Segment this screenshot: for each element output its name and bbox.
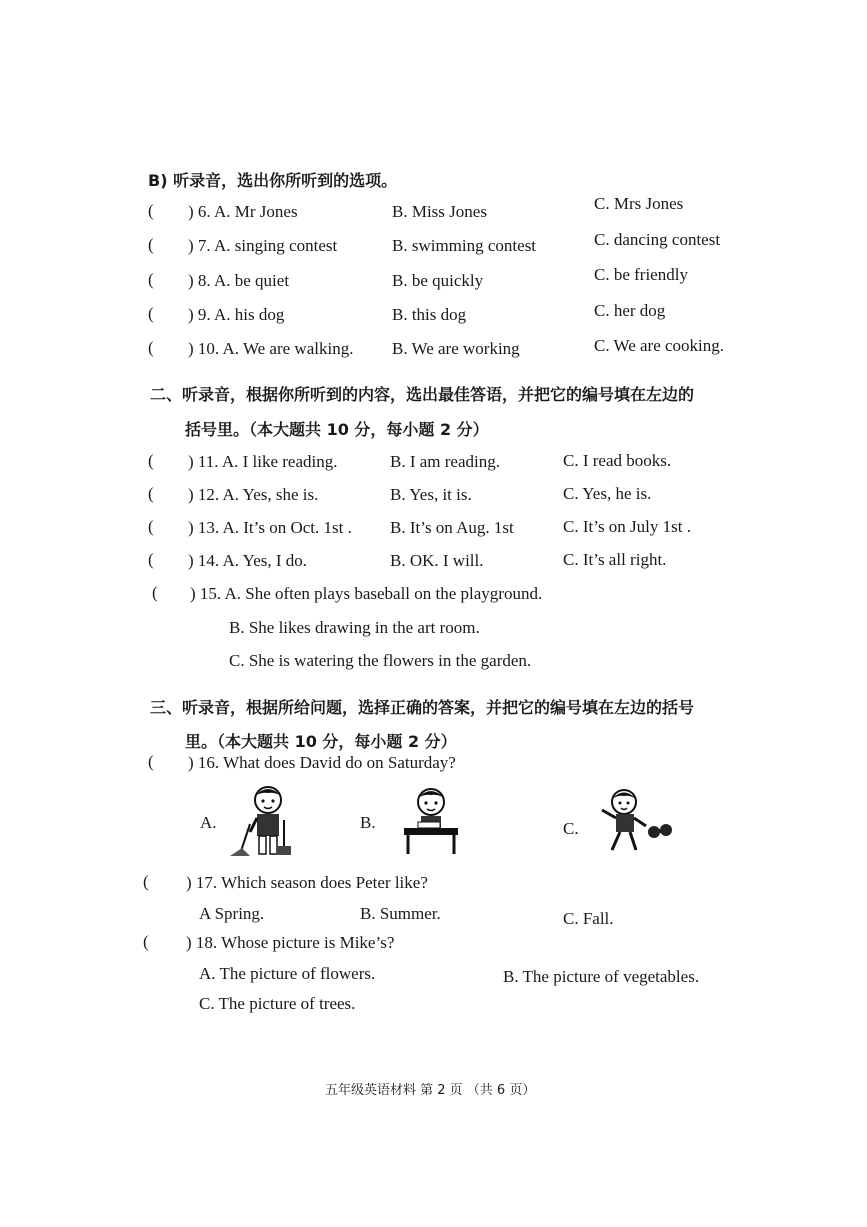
- desk-boy-illustration: [402, 786, 460, 856]
- option-c: C. Mrs Jones: [594, 194, 684, 213]
- question-text: ) 17. Which season does Peter like?: [186, 873, 428, 892]
- option-c: C. The picture of trees.: [199, 994, 356, 1013]
- option-c: C. She is watering the flowers in the garden.: [229, 651, 532, 670]
- option-b: B. We are working: [392, 339, 520, 358]
- option-a: ) 12. A. Yes, she is.: [188, 485, 319, 504]
- option-b: B. swimming contest: [392, 236, 537, 255]
- option-b: B. this dog: [392, 305, 467, 324]
- option-b: B. Summer.: [360, 904, 441, 923]
- section-2-heading: 二、听录音，根据你所听到的内容，选出最佳答语，并把它的编号填在左边的: [150, 385, 695, 404]
- option-b: B. Miss Jones: [392, 202, 487, 221]
- option-b: B. be quickly: [392, 271, 484, 290]
- sweeping-boy-illustration: [228, 784, 296, 860]
- option-c: C. Yes, he is.: [563, 484, 652, 503]
- option-a: ) 7. A. singing contest: [188, 236, 338, 255]
- answer-bracket[interactable]: (: [148, 304, 154, 323]
- option-a: ) 8. A. be quiet: [188, 271, 290, 290]
- answer-bracket[interactable]: (: [143, 872, 149, 891]
- option-c: C. Fall.: [563, 909, 614, 928]
- question-text: ) 18. Whose picture is Mike’s?: [186, 933, 395, 952]
- answer-bracket[interactable]: (: [148, 517, 154, 536]
- option-c: C. It’s on July 1st .: [563, 517, 691, 536]
- option-b-label: B.: [360, 813, 376, 832]
- option-a: ) 14. A. Yes, I do.: [188, 551, 308, 570]
- page-footer: 五年级英语材料 第 2 页 （共 6 页）: [325, 1083, 536, 1098]
- answer-bracket[interactable]: (: [148, 338, 154, 357]
- answer-bracket[interactable]: (: [148, 235, 154, 254]
- option-c: C. her dog: [594, 301, 666, 320]
- option-a: ) 6. A. Mr Jones: [188, 202, 298, 221]
- option-c-label: C.: [563, 819, 579, 838]
- section-3-heading-line2: 里。（本大题共 10 分，每小题 2 分）: [185, 732, 457, 751]
- answer-bracket[interactable]: (: [148, 270, 154, 289]
- option-c: C. I read books.: [563, 451, 672, 470]
- section-b-heading: B) 听录音，选出你所听到的选项。: [148, 171, 398, 190]
- option-a: A Spring.: [199, 904, 265, 923]
- option-b: B. I am reading.: [390, 452, 500, 471]
- option-b: B. It’s on Aug. 1st: [390, 518, 514, 537]
- answer-bracket[interactable]: (: [148, 484, 154, 503]
- option-a: A. The picture of flowers.: [199, 964, 376, 983]
- question-text: ) 16. What does David do on Saturday?: [188, 753, 456, 772]
- option-a: ) 11. A. I like reading.: [188, 452, 338, 471]
- option-a: ) 15. A. She often plays baseball on the playground.: [190, 584, 543, 603]
- answer-bracket[interactable]: (: [148, 550, 154, 569]
- answer-bracket[interactable]: (: [148, 201, 154, 220]
- option-b: B. OK. I will.: [390, 551, 484, 570]
- option-b: B. She likes drawing in the art room.: [229, 618, 480, 637]
- option-c: C. We are cooking.: [594, 336, 725, 355]
- option-b: B. The picture of vegetables.: [503, 967, 700, 986]
- option-a-label: A.: [200, 813, 217, 832]
- answer-bracket[interactable]: (: [143, 932, 149, 951]
- option-c: C. It’s all right.: [563, 550, 667, 569]
- answer-bracket[interactable]: (: [148, 451, 154, 470]
- section-3-heading: 三、听录音，根据所给问题，选择正确的答案，并把它的编号填在左边的括号: [150, 698, 695, 717]
- option-a: ) 9. A. his dog: [188, 305, 285, 324]
- option-b: B. Yes, it is.: [390, 485, 472, 504]
- option-a: ) 10. A. We are walking.: [188, 339, 354, 358]
- option-c: C. be friendly: [594, 265, 688, 284]
- option-a: ) 13. A. It’s on Oct. 1st .: [188, 518, 352, 537]
- answer-bracket[interactable]: (: [148, 752, 154, 771]
- option-c: C. dancing contest: [594, 230, 721, 249]
- answer-bracket[interactable]: (: [152, 583, 158, 602]
- section-2-heading-line2: 括号里。（本大题共 10 分，每小题 2 分）: [185, 420, 489, 439]
- exercising-boy-illustration: [598, 788, 674, 854]
